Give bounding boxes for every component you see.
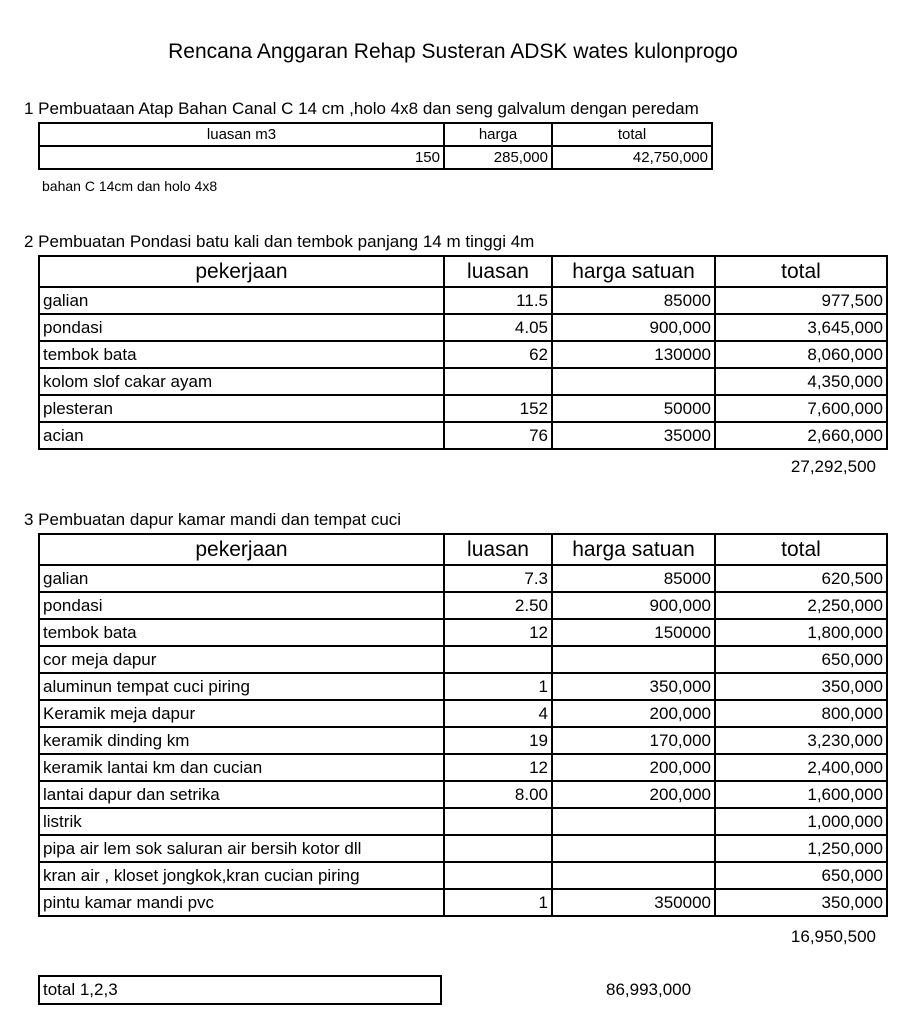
item-name-cell: galian (39, 287, 444, 314)
table-cell: 12 (444, 754, 552, 781)
table-cell: 4,350,000 (715, 368, 887, 395)
table-row (39, 673, 887, 700)
table-header-row (39, 534, 887, 565)
table-cell: 85000 (552, 287, 715, 314)
table-cell (444, 835, 552, 862)
item-name-cell: pondasi (39, 314, 444, 341)
column-header: harga satuan (552, 256, 715, 287)
item-name-cell: aluminun tempat cuci piring (39, 673, 444, 700)
table-cell (552, 368, 715, 395)
table-cell: 8.00 (444, 781, 552, 808)
item-name-cell: pondasi (39, 592, 444, 619)
column-header: total (715, 256, 887, 287)
table-cell: 35000 (552, 422, 715, 449)
table-row (39, 619, 887, 646)
table-cell: 42,750,000 (552, 146, 712, 169)
table-row (39, 422, 887, 449)
table-cell: 4.05 (444, 314, 552, 341)
item-name-cell: kolom slof cakar ayam (39, 368, 444, 395)
table-cell: 977,500 (715, 287, 887, 314)
table-cell: 1 (444, 673, 552, 700)
item-name-cell: lantai dapur dan setrika (39, 781, 444, 808)
section-1-table (38, 122, 713, 170)
section-2-table (38, 255, 888, 450)
table-row (39, 592, 887, 619)
table-row (39, 754, 887, 781)
section-2-subtotal: 27,292,500 (790, 457, 876, 476)
table-cell: 350,000 (552, 673, 715, 700)
table-cell (444, 808, 552, 835)
table-cell: 50000 (552, 395, 715, 422)
table-cell: 350,000 (715, 673, 887, 700)
table-cell: 620,500 (715, 565, 887, 592)
table-row (39, 889, 887, 916)
table-cell: 2,660,000 (715, 422, 887, 449)
column-header: luasan (444, 256, 552, 287)
item-name-cell: pintu kamar mandi pvc (39, 889, 444, 916)
table-cell: 19 (444, 727, 552, 754)
table-cell: 3,645,000 (715, 314, 887, 341)
table-row (39, 835, 887, 862)
table-cell: 152 (444, 395, 552, 422)
table-cell: 200,000 (552, 754, 715, 781)
item-name-cell: pipa air lem sok saluran air bersih kotor dll (39, 835, 444, 862)
table-row (39, 314, 887, 341)
item-name-cell: keramik dinding km (39, 727, 444, 754)
table-cell: 650,000 (715, 646, 887, 673)
table-cell: 2,250,000 (715, 592, 887, 619)
item-name-cell: keramik lantai km dan cucian (39, 754, 444, 781)
column-header: harga satuan (552, 534, 715, 565)
item-name-cell: acian (39, 422, 444, 449)
table-cell: 7,600,000 (715, 395, 887, 422)
item-name-cell: kran air , kloset jongkok,kran cucian piring (39, 862, 444, 889)
section-3-heading: 3 Pembuatan dapur kamar mandi dan tempat cuci (24, 510, 402, 529)
table-cell (552, 808, 715, 835)
table-row (39, 146, 712, 169)
item-name-cell: listrik (39, 808, 444, 835)
item-name-cell: galian (39, 565, 444, 592)
item-name-cell: cor meja dapur (39, 646, 444, 673)
table-row (39, 395, 887, 422)
table-row (39, 808, 887, 835)
section-3-subtotal: 16,950,500 (790, 927, 876, 946)
table-cell: 85000 (552, 565, 715, 592)
table-cell: 150000 (552, 619, 715, 646)
column-header: luasan m3 (39, 123, 444, 146)
table-cell (552, 646, 715, 673)
table-row (39, 700, 887, 727)
table-cell: 350,000 (715, 889, 887, 916)
table-row (39, 368, 887, 395)
table-cell: 1,600,000 (715, 781, 887, 808)
table-cell (444, 862, 552, 889)
table-cell: 900,000 (552, 592, 715, 619)
table-row (39, 341, 887, 368)
table-cell: 350000 (552, 889, 715, 916)
table-row (39, 287, 887, 314)
table-cell: 1,800,000 (715, 619, 887, 646)
table-cell: 7.3 (444, 565, 552, 592)
table-cell: 2.50 (444, 592, 552, 619)
column-header: total (552, 123, 712, 146)
table-cell (552, 862, 715, 889)
table-row (39, 727, 887, 754)
table-cell: 2,400,000 (715, 754, 887, 781)
item-name-cell: plesteran (39, 395, 444, 422)
item-name-cell: tembok bata (39, 619, 444, 646)
column-header: pekerjaan (39, 256, 444, 287)
column-header: total (715, 534, 887, 565)
table-cell: 285,000 (444, 146, 552, 169)
item-name-cell: tembok bata (39, 341, 444, 368)
table-cell: 12 (444, 619, 552, 646)
table-cell: 1,250,000 (715, 835, 887, 862)
table-header-row (39, 123, 712, 146)
table-cell: 900,000 (552, 314, 715, 341)
table-cell: 1 (444, 889, 552, 916)
table-cell: 76 (444, 422, 552, 449)
table-row (39, 862, 887, 889)
column-header: luasan (444, 534, 552, 565)
table-cell: 130000 (552, 341, 715, 368)
item-name-cell: Keramik meja dapur (39, 700, 444, 727)
table-row (39, 646, 887, 673)
document-title: Rencana Anggaran Rehap Susteran ADSK wates kulonprogo (168, 40, 738, 63)
table-cell: 4 (444, 700, 552, 727)
table-cell: 62 (444, 341, 552, 368)
grand-total-value: 86,993,000 (606, 980, 692, 999)
section-3-table (38, 533, 888, 917)
section-2-heading: 2 Pembuatan Pondasi batu kali dan tembok panjang 14 m tinggi 4m (24, 232, 535, 251)
section-1-heading: 1 Pembuataan Atap Bahan Canal C 14 cm ,holo 4x8 dan seng galvalum dengan peredam (24, 99, 699, 118)
column-header: harga (444, 123, 552, 146)
table-cell: 170,000 (552, 727, 715, 754)
table-row (39, 781, 887, 808)
table-cell (444, 646, 552, 673)
table-cell: 800,000 (715, 700, 887, 727)
table-cell: 8,060,000 (715, 341, 887, 368)
table-header-row (39, 256, 887, 287)
grand-total-label: total 1,2,3 (38, 975, 442, 1005)
table-row (39, 565, 887, 592)
table-cell: 1,000,000 (715, 808, 887, 835)
table-cell: 11.5 (444, 287, 552, 314)
table-cell: 200,000 (552, 700, 715, 727)
column-header: pekerjaan (39, 534, 444, 565)
table-cell: 3,230,000 (715, 727, 887, 754)
table-cell (444, 368, 552, 395)
table-cell (552, 835, 715, 862)
table-cell: 650,000 (715, 862, 887, 889)
table-cell: 200,000 (552, 781, 715, 808)
section-1-note: bahan C 14cm dan holo 4x8 (42, 178, 218, 194)
table-cell: 150 (39, 146, 444, 169)
